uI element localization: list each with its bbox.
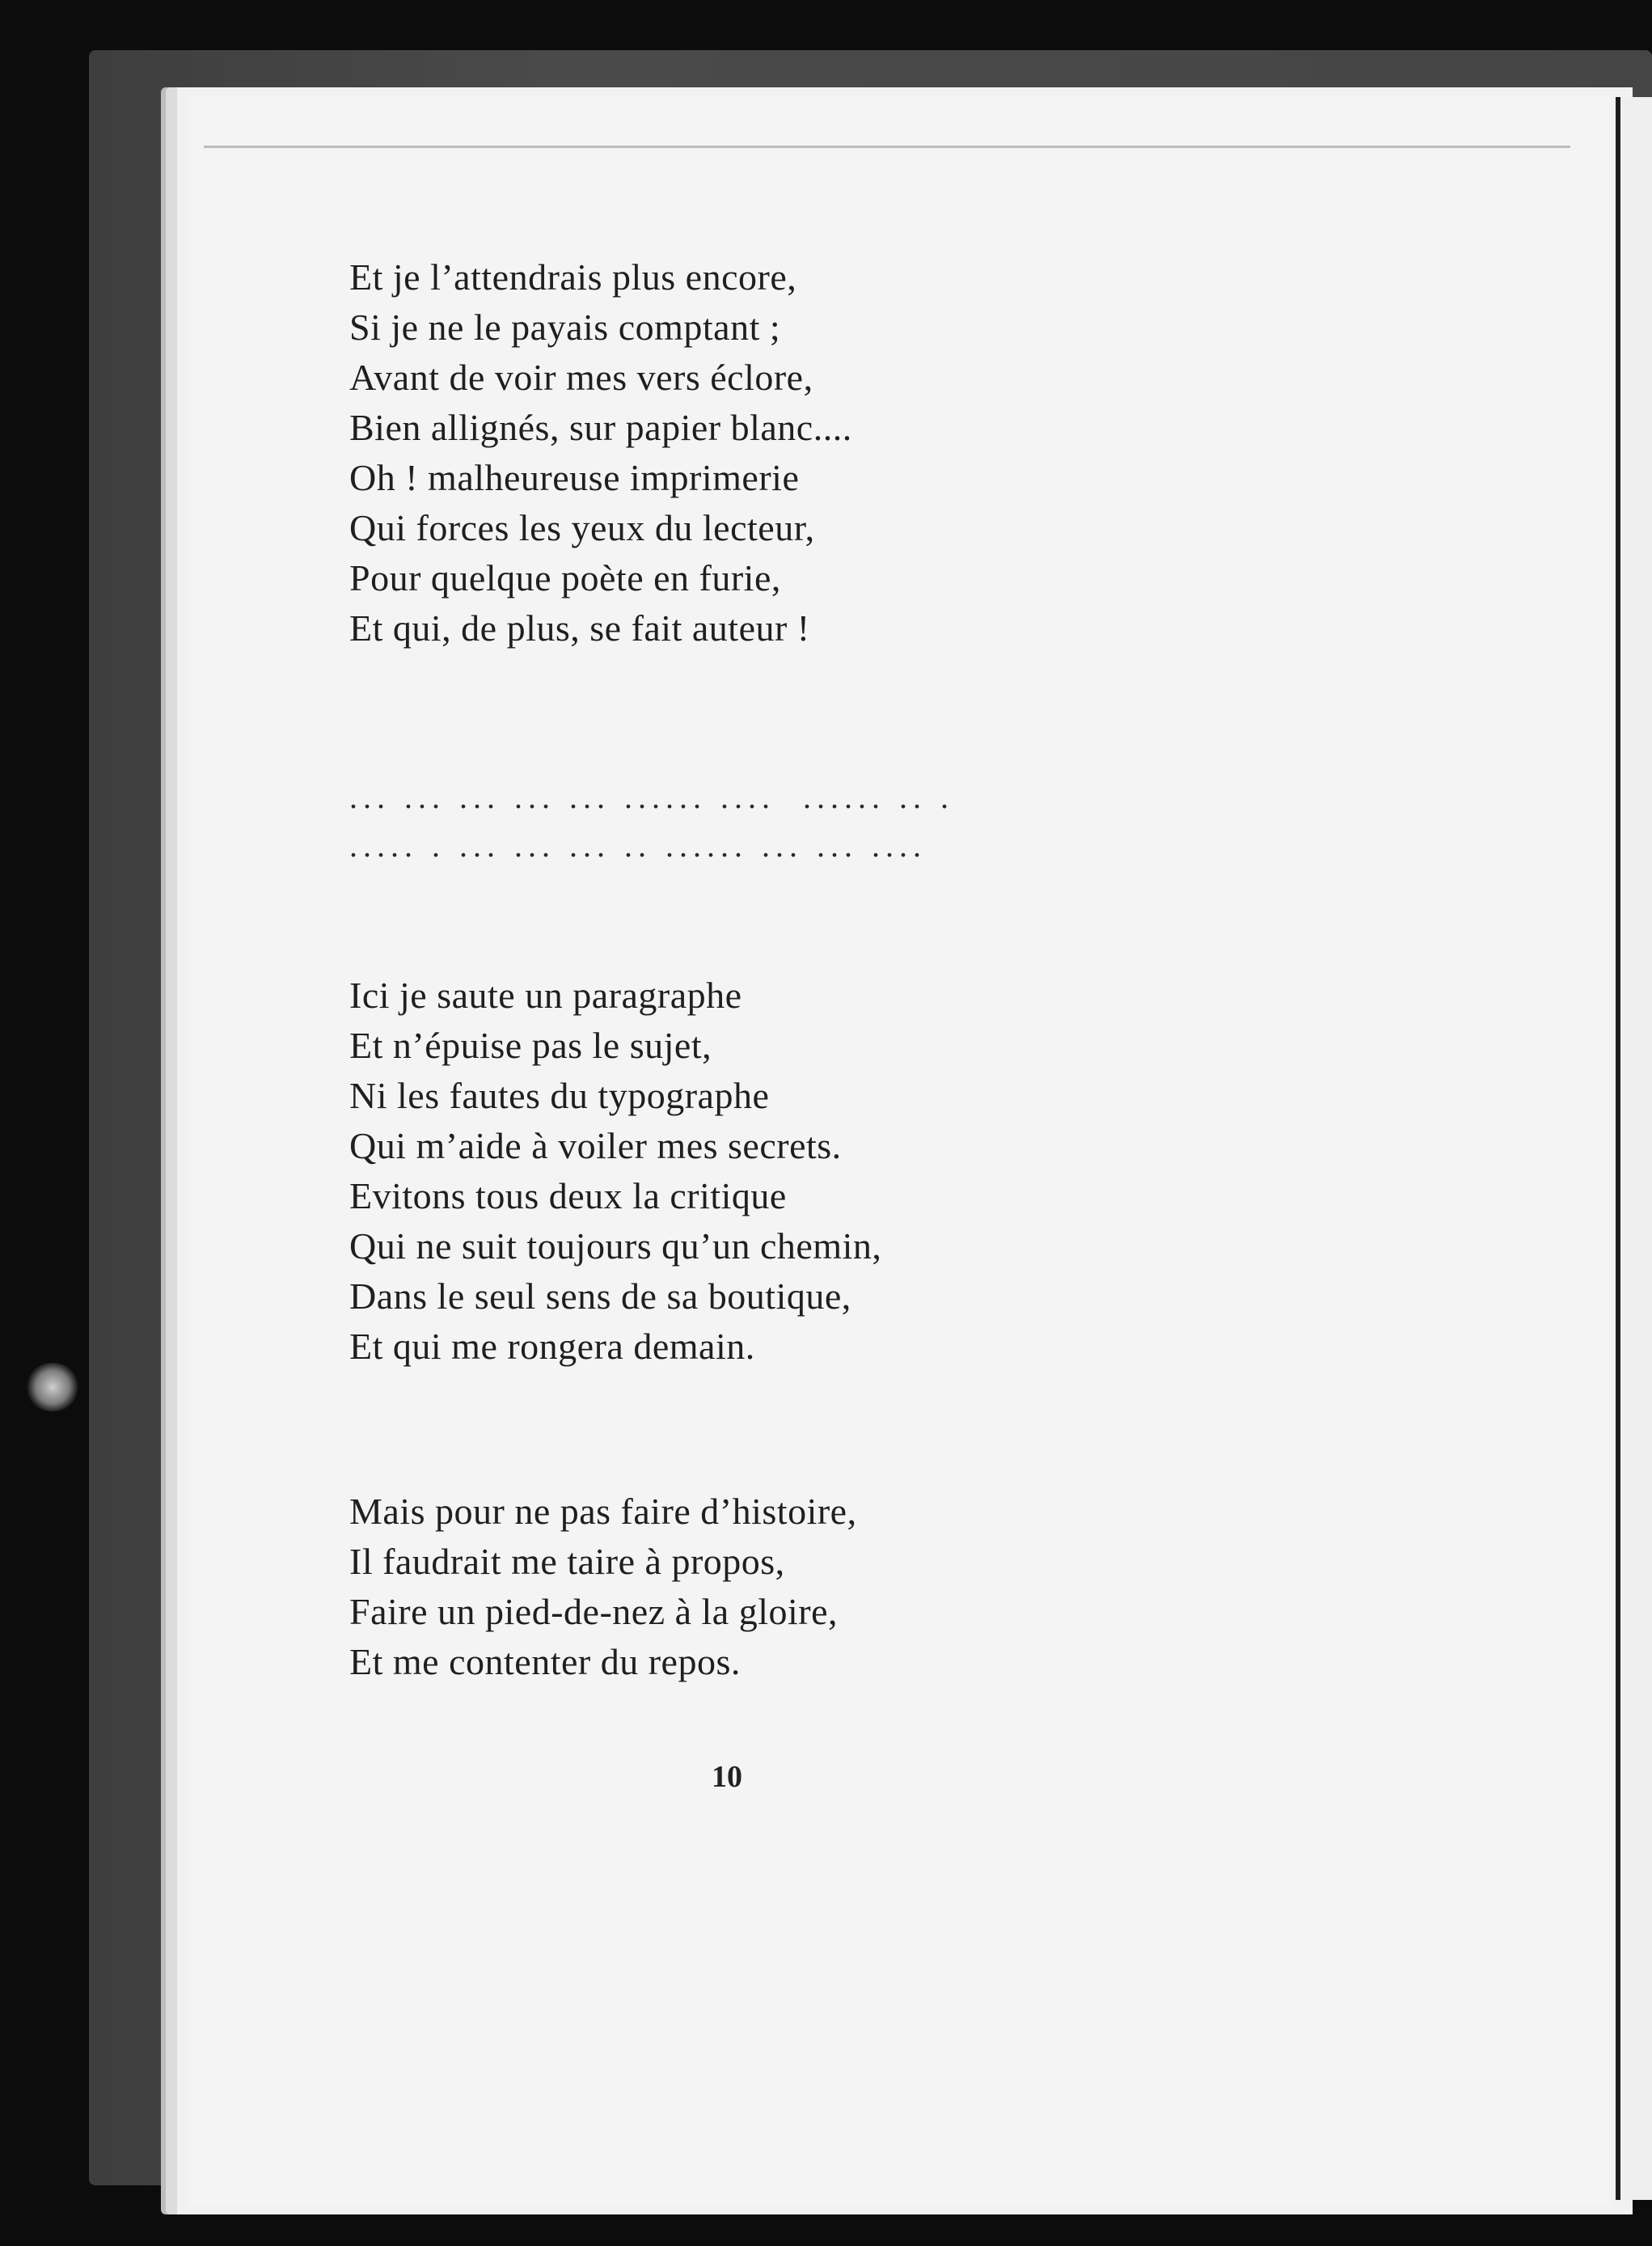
verse-line: Bien allignés, sur papier blanc.... [349,407,852,448]
verse-line: Si je ne le payais comptant ; [349,307,781,348]
top-rule [204,146,1570,148]
verse-line: Evitons tous deux la critique [349,1175,787,1216]
scan-smudge [24,1363,81,1411]
verse-line: Qui m’aide à voiler mes secrets. [349,1125,842,1166]
verse-line: Et me contenter du repos. [349,1641,741,1682]
verse-line: Il faudrait me taire à propos, [349,1541,785,1582]
verse-line: Ici je saute un paragraphe [349,975,742,1016]
verse-line: Oh ! malheureuse imprimerie [349,457,800,498]
verse-line: Et qui me rongera demain. [349,1326,755,1367]
verse-line: Faire un pied-de-nez à la gloire, [349,1591,839,1632]
ellipsis-line: ..... . ... ... ... .. ...... ... ... .... [349,827,927,864]
stanza-1 [349,252,852,653]
ellipsis-line: ... ... ... ... ... ...... .... ...... .. . [349,779,954,815]
verse-line: Et n’épuise pas le sujet, [349,1025,712,1066]
verse-line: Dans le seul sens de sa boutique, [349,1275,851,1317]
verse-line: Ni les fautes du typographe [349,1075,770,1116]
verse-line: Avant de voir mes vers éclore, [349,357,813,398]
verse-line: Qui forces les yeux du lecteur, [349,507,815,548]
verse-line: Pour quelque poète en furie, [349,557,781,599]
stanza-2 [349,971,881,1372]
verse-line: Et je l’attendrais plus encore, [349,256,797,298]
verse-line: Mais pour ne pas faire d’histoire, [349,1491,857,1532]
page-number: 10 [712,1760,742,1794]
verse-line: Et qui, de plus, se fait auteur ! [349,607,810,649]
facing-page-edge [1620,97,1652,2200]
verse-line: Qui ne suit toujours qu’un chemin, [349,1225,882,1267]
stanza-3 [349,1487,857,1687]
